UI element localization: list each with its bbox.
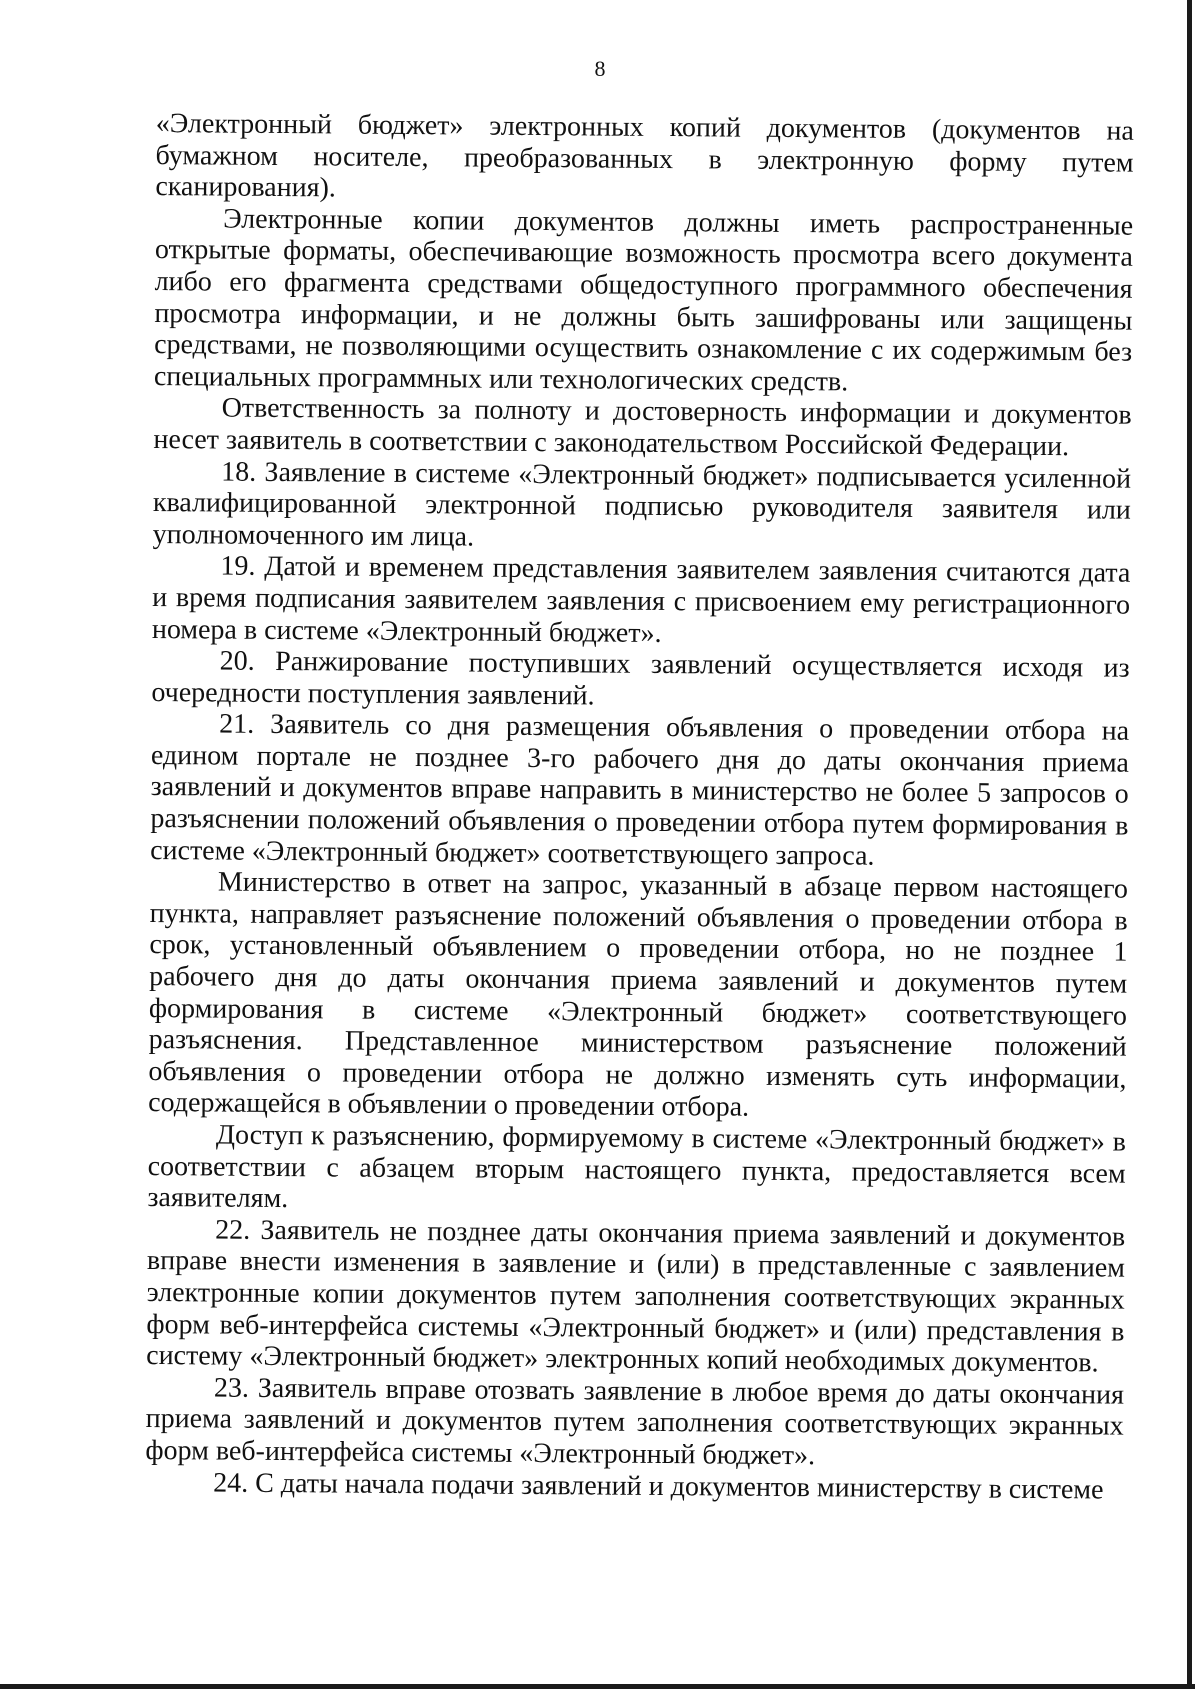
paragraph-item-21: 21. Заявитель со дня размещения объявления о проведении отбора на едином портале не позднее 3-го рабочего дня до даты окончания приема заявлений и документов вправе направить в министерство не более 5 запросов о разъяснении положений объявления о проведении отбора путем формирования в системе «Электронный бюджет» соответствующего запроса. bbox=[150, 708, 1130, 872]
paragraph-item-20: 20. Ранжирование поступивших заявлений осуществляется исходя из очередности поступления заявлений. bbox=[151, 645, 1130, 712]
paragraph: «Электронный бюджет» электронных копий документов (документов на бумажном носителе, преобразованных в электронную форму путем сканирования). bbox=[155, 108, 1134, 204]
paragraph-item-24: 24. С даты начала подачи заявлений и документов министерству в системе bbox=[213, 1467, 1104, 1506]
paragraph-item-19: 19. Датой и временем представления заявителем заявления считаются дата и время подписания заявителем заявления с присвоением ему регистрационного номера в системе «Электронный бюджет». bbox=[151, 550, 1131, 649]
paragraph: Электронные копии документов должны иметь распространенные открытые форматы, обеспечивающие возможность просмотра всего документа либо его фрагмента средствами общедоступного программного обеспечения просмотра информации, и не должны быть зашифрованы или защищены средствами, не позволяющими осуществить ознакомление с их содержимым без специальных программных или технологических средств. bbox=[153, 203, 1134, 398]
scan-edge-bottom bbox=[0, 1684, 1195, 1689]
paragraph: Ответственность за полноту и достоверность информации и документов несет заявитель в соответствии с законодательством Российской Федерации. bbox=[153, 392, 1132, 463]
page-number: 8 bbox=[594, 56, 606, 81]
paragraph-item-23: 23. Заявитель вправе отозвать заявление в любое время до даты окончания приема заявлений и документов путем заполнения соответствующих экранных форм веб-интерфейса системы «Электронный бюджет». bbox=[145, 1372, 1125, 1472]
scan-edge-right bbox=[1187, 0, 1192, 1688]
paragraph-item-22: 22. Заявитель не позднее даты окончания приема заявлений и документов вправе внести изменения в заявление и (или) в представленные с заявлением электронные копии документов путем заполнения соответствующих экранных форм веб-интерфейса системы «Электронный бюджет» и (или) представления в систему «Электронный бюджет» электронных копий необходимых документов. bbox=[146, 1214, 1126, 1379]
paragraph: Доступ к разъяснению, формируемому в системе «Электронный бюджет» в соответствии с абзацем вторым настоящего пункта, предоставляется всем заявителям. bbox=[147, 1119, 1127, 1215]
paragraph: Министерство в ответ на запрос, указанный в абзаце первом настоящего пункта, направляет разъяснение положений объявления о проведении отбора в срок, установленный объявлением о проведении отбора, но не позднее 1 рабочего дня до даты окончания приема заявлений и документов путем формирования в системе «Электронный бюджет» соответствующего разъяснения. Представленное министерством разъяснение положений объявления о проведении отбора не должно изменять суть информации, содержащейся в объявлении о проведении отбора. bbox=[148, 866, 1129, 1124]
paragraph-item-18: 18. Заявление в системе «Электронный бюджет» подписывается усиленной квалифицированной электронной подписью руководителя заявителя или уполномоченного им лица. bbox=[152, 456, 1132, 553]
document-body bbox=[145, 108, 1134, 1506]
